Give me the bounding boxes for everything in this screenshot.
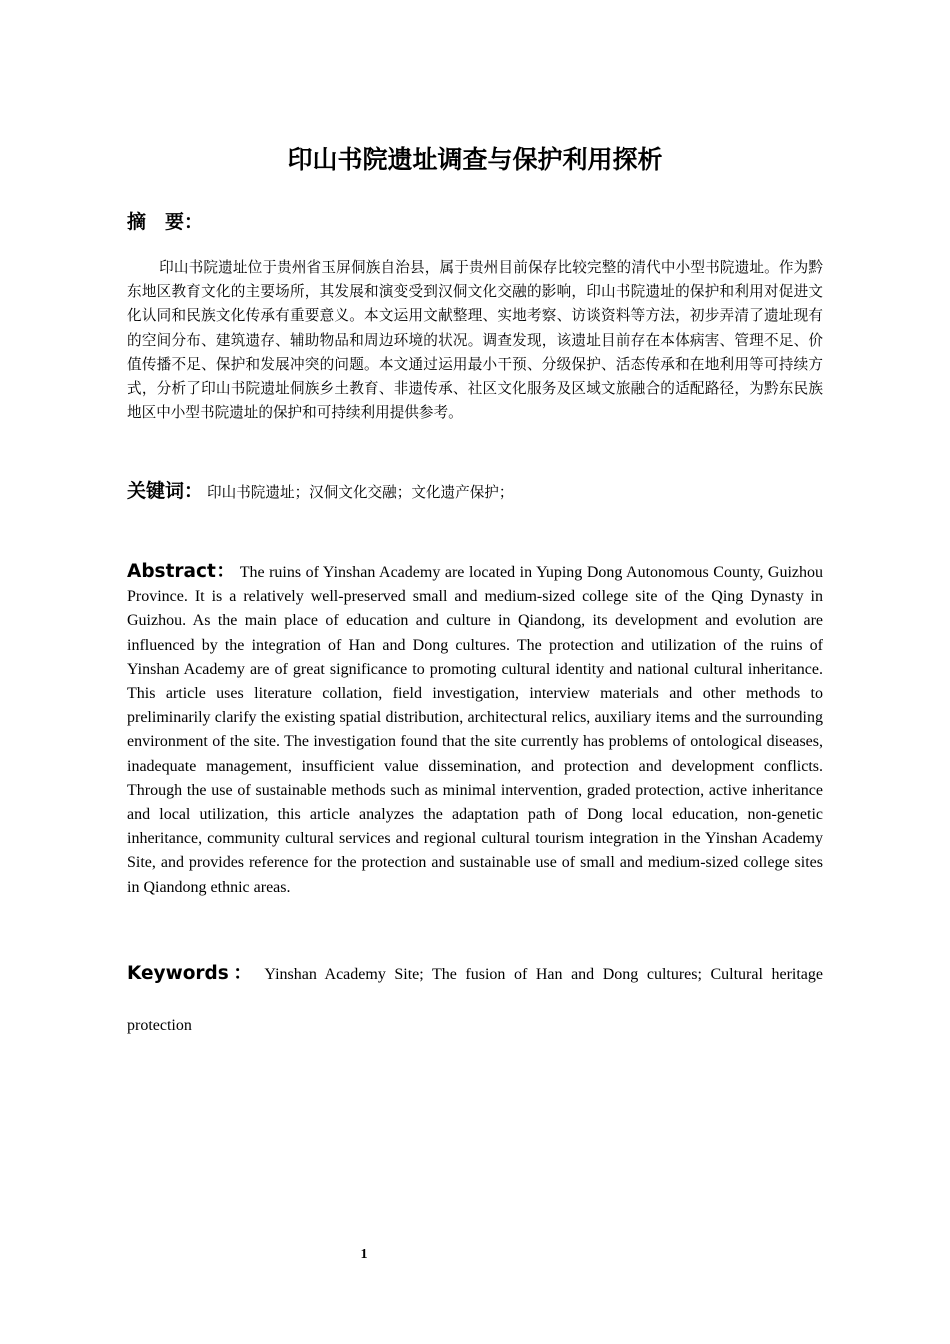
english-abstract [127,560,823,900]
paper-title: 印山书院遗址调查与保护利用探析 [287,145,663,174]
chinese-abstract-heading: 摘 要： [127,211,204,233]
page-number: 1 [360,1247,368,1262]
english-keywords-label: Keywords： [127,963,257,984]
english-abstract-body: The ruins of Yinshan Academy are located in Yuping Dong Autonomous County, Guizhou Province. It is a relatively well-preserved small and medium-sized college site of the Qing Dynasty in Guizhou. As the main place of education and culture in Qiandong, its development and evolution are influenced by the integration of Han and Dong cultures. The protection and utilization of the ruins of Yinshan Academy are of great significance to promoting cultural identity and national cultural inheritance. This article uses literature collation, field investigation, interview materials and other methods to preliminarily clarify the existing spatial distribution, architectural relics, auxiliary items and the surrounding environment of the site. The investigation found that the site currently has problems of ontological diseases, inadequate management, insufficient value dissemination, and protection and development conflicts. Through the use of sustainable methods such as minimal intervention, graded protection, active inheritance and local utilization, this article analyzes the adaptation path of Dong local education, non-genetic inheritance, community cultural services and regional cultural tourism integration in the Yinshan Academy Site, and provides reference for the protection and sustainable use of small and medium-sized college sites in Qiandong ethnic areas. [127,564,823,896]
english-abstract-label: Abstract： [127,561,236,582]
english-keywords-text: Yinshan Academy Site; The fusion of Han and Dong cultures; Cultural heritage protection [127,966,824,1034]
english-keywords [127,948,823,1051]
chinese-abstract-body: 印山书院遗址位于贵州省玉屏侗族自治县，属于贵州目前保存比较完整的清代中小型书院遗址。作为黔东地区教育文化的主要场所，其发展和演变受到汉侗文化交融的影响，印山书院遗址的保护和利用对促进文化认同和民族文化传承有重要意义。本文运用文献整理、实地考察、访谈资料等方法，初步弄清了遗址现有的空间分布、建筑遗存、辅助物品和周边环境的状况。调查发现，该遗址目前存在本体病害、管理不足、价值传播不足、保护和发展冲突的问题。本文通过运用最小干预、分级保护、活态传承和在地利用等可持续方式，分析了印山书院遗址侗族乡土教育、非遗传承、社区文化服务及区域文旅融合的适配路径，为黔东民族地区中小型书院遗址的保护和可持续利用提供参考。 [127,259,823,422]
chinese-keywords [127,475,823,509]
chinese-keywords-text: 印山书院遗址；汉侗文化交融；文化遗产保护； [207,484,514,501]
chinese-keywords-label: 关键词： [127,480,204,502]
